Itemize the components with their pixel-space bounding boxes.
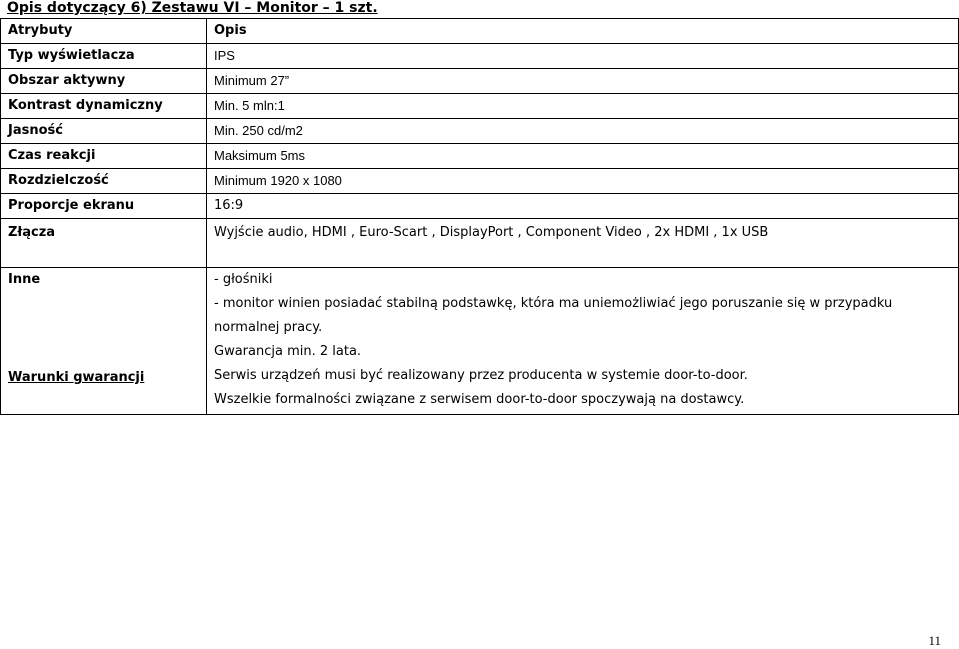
table-row [1,94,959,119]
row-label-display-type: Typ wyświetlacza [1,44,207,69]
table-header-row [1,19,959,44]
warranty-line-period: Gwarancja min. 2 lata. [214,344,362,359]
table-row [1,219,959,268]
row-label-active-area: Obszar aktywny [1,69,207,94]
row-label-connectors: Złącza [1,219,207,268]
row-value-other [207,268,959,415]
table-row [1,119,959,144]
table-row [1,44,959,69]
header-attributes: Atrybuty [1,19,207,44]
row-value-brightness: Min. 250 cd/m2 [207,119,959,144]
header-description: Opis [207,19,959,44]
row-label-response-time: Czas reakcji [1,144,207,169]
row-label-other-cell [1,268,207,415]
table-row [1,169,959,194]
other-line-stand: - monitor winien posiadać stabilną podstawkę, która ma uniemożliwiać jego poruszanie się w przypadku [214,296,893,311]
row-label-other: Inne [8,272,41,287]
other-line-stand-cont: normalnej pracy. [214,320,323,335]
spec-table [0,18,959,415]
row-label-resolution: Rozdzielczość [1,169,207,194]
warranty-line-service: Serwis urządzeń musi być realizowany przez producenta w systemie door-to-door. [214,368,748,383]
row-value-response-time: Maksimum 5ms [207,144,959,169]
row-value-display-type: IPS [207,44,959,69]
row-label-warranty: Warunki gwarancji [8,370,145,385]
table-row [1,144,959,169]
other-line-speakers: - głośniki [214,272,273,287]
row-value-connectors: Wyjście audio, HDMI , Euro-Scart , DisplayPort , Component Video , 2x HDMI , 1x USB [207,219,959,268]
row-value-resolution: Minimum 1920 x 1080 [207,169,959,194]
table-row [1,69,959,94]
row-label-dynamic-contrast: Kontrast dynamiczny [1,94,207,119]
row-label-aspect-ratio: Proporcje ekranu [1,194,207,219]
row-value-active-area: Minimum 27” [207,69,959,94]
page-number: 11 [928,633,941,648]
table-row [1,194,959,219]
warranty-line-formalities: Wszelkie formalności związane z serwisem door-to-door spoczywają na dostawcy. [214,392,745,407]
row-value-dynamic-contrast: Min. 5 mln:1 [207,94,959,119]
document-heading: Opis dotyczący 6) Zestawu VI – Monitor – 1 szt. [7,0,378,16]
table-row [1,268,959,415]
row-value-aspect-ratio: 16:9 [207,194,959,219]
row-label-brightness: Jasność [1,119,207,144]
